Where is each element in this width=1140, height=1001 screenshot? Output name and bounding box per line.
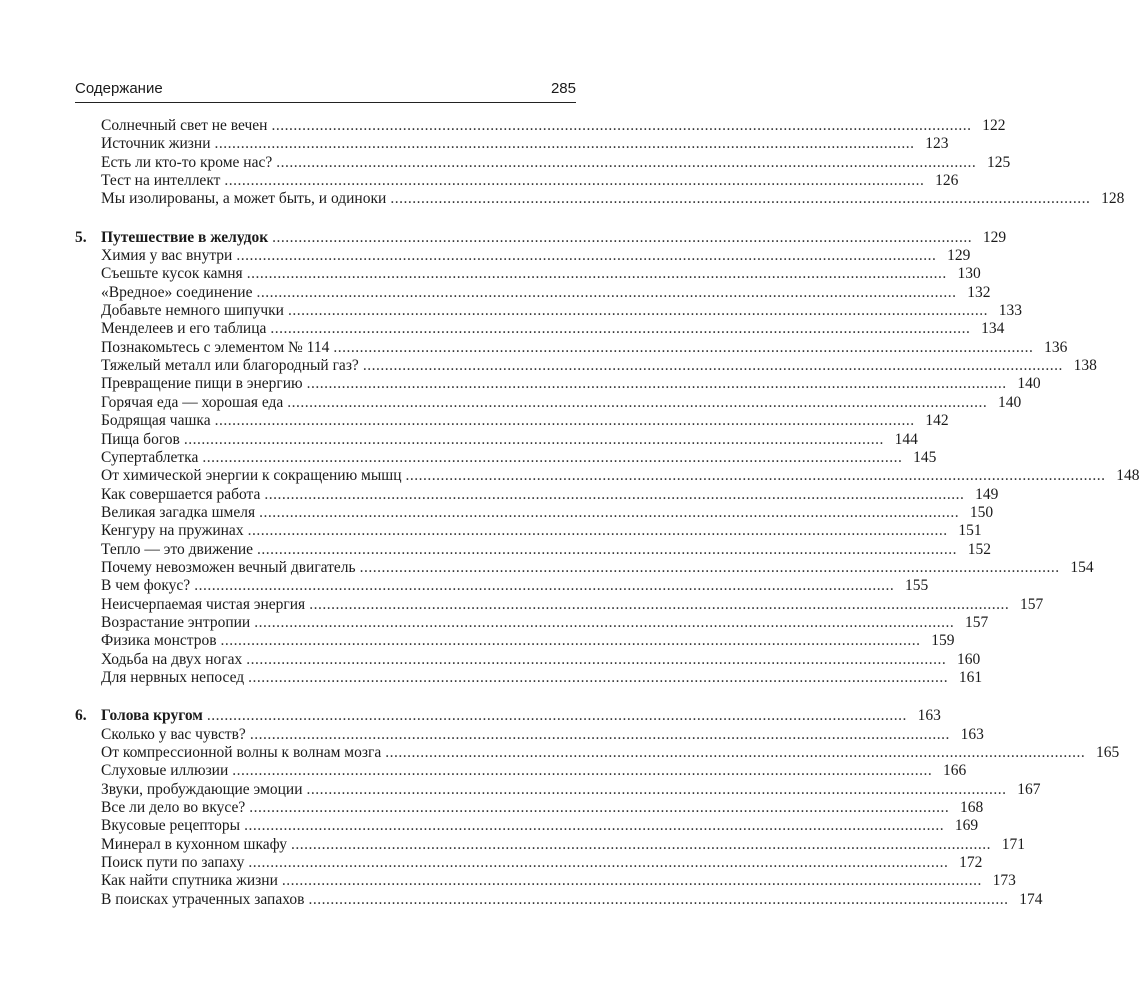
entry-title: Познакомьтесь с элементом № 114 — [101, 338, 330, 356]
dot-leader — [406, 467, 1106, 485]
toc-chapter-6-group — [75, 707, 1120, 909]
chapter-number: 5. — [75, 228, 87, 246]
dot-leader — [264, 486, 964, 504]
page-number: 157 — [1019, 595, 1044, 613]
dot-leader — [307, 375, 1007, 393]
entry-title: Вкусовые рецепторы — [101, 817, 241, 835]
dot-leader — [248, 669, 948, 687]
dot-leader — [363, 357, 1063, 375]
toc-entry — [75, 872, 1016, 890]
dot-leader — [333, 339, 1033, 357]
toc-entry — [75, 247, 971, 265]
dot-leader — [184, 431, 884, 449]
entry-title: Горячая еда — хорошая еда — [101, 393, 284, 411]
dot-leader — [385, 744, 1085, 762]
page-number: 168 — [960, 799, 984, 817]
page-number: 163 — [960, 725, 984, 743]
dot-leader — [291, 836, 991, 854]
dot-leader — [232, 762, 932, 780]
running-header — [75, 80, 576, 102]
dot-leader — [390, 190, 1090, 208]
page-number: 167 — [1017, 780, 1041, 798]
page-number: 155 — [904, 577, 929, 595]
toc-entry — [75, 302, 1022, 320]
page-number: 142 — [925, 412, 949, 430]
page-number: 159 — [931, 632, 955, 650]
toc-entry — [75, 762, 967, 780]
toc-entry — [75, 117, 1006, 135]
entry-title: Ходьба на двух ногах — [101, 650, 243, 668]
toc-entry — [75, 172, 959, 190]
entry-title: Кенгуру на пружинах — [101, 522, 244, 540]
toc-entry — [75, 817, 979, 835]
dot-leader — [194, 577, 894, 595]
dot-leader — [360, 559, 1060, 577]
entry-title: Как найти спутника жизни — [101, 872, 278, 890]
entry-title: Бодрящая чашка — [101, 412, 211, 430]
toc-chapter-heading — [75, 707, 941, 725]
page-number: 150 — [969, 503, 994, 521]
entry-title: Звуки, пробуждающие эмоции — [101, 780, 303, 798]
entry-title: Возрастание энтропии — [101, 613, 251, 631]
page-number: 128 — [1101, 190, 1125, 208]
entry-title: Тепло — это движение — [101, 540, 253, 558]
entry-title: Съешьте кусок камня — [101, 265, 243, 283]
page-number: 163 — [917, 707, 941, 725]
toc-entry — [75, 357, 1097, 375]
dot-leader — [259, 504, 959, 522]
dot-leader — [256, 284, 956, 302]
entry-title: От химической энергии к сокращению мышц — [101, 467, 402, 485]
entry-title: «Вредное» соединение — [101, 283, 253, 301]
toc-entry — [75, 540, 991, 559]
page-number: 125 — [986, 153, 1011, 171]
entry-title: Для нервных непосед — [101, 668, 245, 686]
toc-intro-group — [75, 117, 1125, 209]
page-number: 122 — [982, 117, 1006, 134]
page-number: 129 — [947, 247, 971, 265]
entry-title: Неисчерпаемая чистая энергия — [101, 595, 306, 613]
entry-title: Супертаблетка — [101, 448, 199, 466]
entry-title: Пища богов — [101, 430, 180, 448]
entry-title: В поисках утраченных запахов — [101, 890, 305, 908]
dot-leader — [224, 172, 924, 190]
entry-title: Превращение пищи в энергию — [101, 375, 303, 393]
page-number: 129 — [982, 228, 1007, 246]
page-number: 133 — [998, 302, 1022, 320]
header-rule — [75, 102, 576, 103]
toc-chapter-5-group — [75, 228, 1140, 688]
toc-entry — [75, 430, 918, 449]
page-number: 169 — [954, 817, 979, 835]
page-number: 154 — [1070, 558, 1094, 576]
section-gap — [75, 209, 576, 229]
entry-title: В чем фокус? — [101, 577, 191, 595]
dot-leader — [287, 394, 987, 412]
entry-title: Как совершается работа — [101, 485, 261, 503]
dot-leader — [308, 891, 1008, 909]
chapter-title: Голова кругом — [101, 707, 203, 725]
toc-chapter-heading — [75, 228, 1007, 247]
dot-leader — [282, 872, 982, 890]
page-number: 126 — [935, 172, 959, 190]
page-number: 149 — [975, 485, 999, 503]
page-number: 140 — [998, 393, 1022, 411]
page-number: 157 — [964, 613, 989, 631]
chapter-title: Путешествие в желудок — [101, 228, 269, 246]
header-page-number: 285 — [550, 80, 576, 97]
toc-entry — [75, 668, 983, 687]
entry-title: Поиск пути по запаху — [101, 854, 245, 872]
dot-leader — [254, 614, 954, 632]
toc-entry — [75, 265, 981, 283]
dot-leader — [244, 817, 944, 835]
dot-leader — [247, 265, 947, 283]
toc-entry — [75, 744, 1120, 762]
toc-entry — [75, 412, 949, 430]
dot-leader — [221, 632, 921, 650]
page-number: 174 — [1019, 890, 1043, 908]
page-number: 132 — [967, 283, 991, 301]
toc-entry — [75, 613, 989, 632]
page-number: 166 — [943, 762, 967, 780]
page-number: 151 — [958, 522, 982, 540]
entry-title: Есть ли кто-то кроме нас? — [101, 153, 273, 171]
entry-title: Все ли дело во вкусе? — [101, 799, 246, 817]
toc-entry — [75, 890, 1043, 909]
dot-leader — [270, 320, 970, 338]
page-number: 130 — [957, 265, 981, 283]
toc-entry — [75, 558, 1094, 577]
toc-entry — [75, 320, 1005, 338]
dot-leader — [202, 449, 902, 467]
dot-leader — [307, 781, 1007, 799]
dot-leader — [249, 799, 949, 817]
toc-entry — [75, 485, 999, 504]
entry-title: Тяжелый металл или благородный газ? — [101, 357, 359, 375]
page-number: 148 — [1116, 467, 1140, 485]
dot-leader — [271, 117, 971, 135]
toc-entry — [75, 632, 955, 650]
dot-leader — [215, 412, 915, 430]
header-title: Содержание — [75, 80, 163, 97]
toc-entry — [75, 190, 1125, 208]
toc-entry — [75, 522, 982, 540]
dot-leader — [288, 302, 988, 320]
entry-title: Менделеев и его таблица — [101, 320, 267, 338]
entry-title: Почему невозможен вечный двигатель — [101, 558, 356, 576]
dot-leader — [250, 726, 950, 744]
dot-leader — [276, 154, 976, 172]
page-number: 160 — [957, 650, 981, 668]
entry-title: Слуховые иллюзии — [101, 762, 229, 780]
entry-title: Сколько у вас чувств? — [101, 725, 246, 743]
section-gap — [75, 687, 576, 707]
page-number: 152 — [967, 540, 991, 558]
page-number: 165 — [1095, 744, 1120, 761]
dot-leader — [246, 651, 946, 669]
dot-leader — [309, 596, 1009, 614]
page-number: 172 — [959, 854, 983, 872]
toc-entry — [75, 393, 1022, 412]
toc-entry — [75, 854, 983, 872]
toc-entry — [75, 135, 949, 153]
page-number: 173 — [992, 872, 1016, 890]
entry-title: Физика монстров — [101, 632, 217, 650]
dot-leader — [272, 229, 972, 247]
dot-leader — [236, 247, 936, 265]
toc-entry — [75, 725, 984, 744]
toc-entry — [75, 375, 1041, 393]
entry-title: Мы изолированы, а может быть, и одиноки — [101, 190, 387, 208]
page-number: 145 — [913, 448, 937, 466]
toc-entry — [75, 153, 1011, 172]
page-number: 140 — [1017, 375, 1041, 393]
toc-entry — [75, 577, 929, 595]
page-number: 161 — [958, 668, 983, 686]
page-number: 138 — [1073, 357, 1097, 375]
page-number: 123 — [925, 135, 949, 153]
entry-title: Источник жизни — [101, 135, 211, 153]
table-of-contents — [75, 117, 1140, 909]
dot-leader — [248, 522, 948, 540]
dot-leader — [257, 541, 957, 559]
toc-entry — [75, 595, 1044, 614]
page-number: 171 — [1001, 835, 1026, 853]
entry-title: Минерал в кухонном шкафу — [101, 835, 288, 853]
page-number: 134 — [981, 320, 1005, 338]
toc-entry — [75, 448, 937, 467]
toc-entry — [75, 338, 1068, 357]
toc-entry — [75, 650, 981, 669]
chapter-number: 6. — [75, 707, 87, 725]
entry-title: Великая загадка шмеля — [101, 503, 256, 521]
page-number: 144 — [894, 430, 918, 448]
toc-entry — [75, 780, 1041, 799]
entry-title: Солнечный свет не вечен — [101, 117, 268, 134]
dot-leader — [207, 707, 907, 725]
entry-title: Тест на интеллект — [101, 172, 221, 190]
dot-leader — [248, 854, 948, 872]
toc-entry — [75, 503, 994, 522]
toc-entry — [75, 283, 991, 302]
entry-title: Химия у вас внутри — [101, 247, 233, 265]
entry-title: От компрессионной волны к волнам мозга — [101, 744, 382, 761]
toc-entry — [75, 835, 1026, 854]
toc-entry — [75, 467, 1140, 485]
page-number: 136 — [1044, 338, 1068, 356]
toc-entry — [75, 799, 984, 817]
entry-title: Добавьте немного шипучки — [101, 302, 284, 320]
dot-leader — [215, 135, 915, 153]
